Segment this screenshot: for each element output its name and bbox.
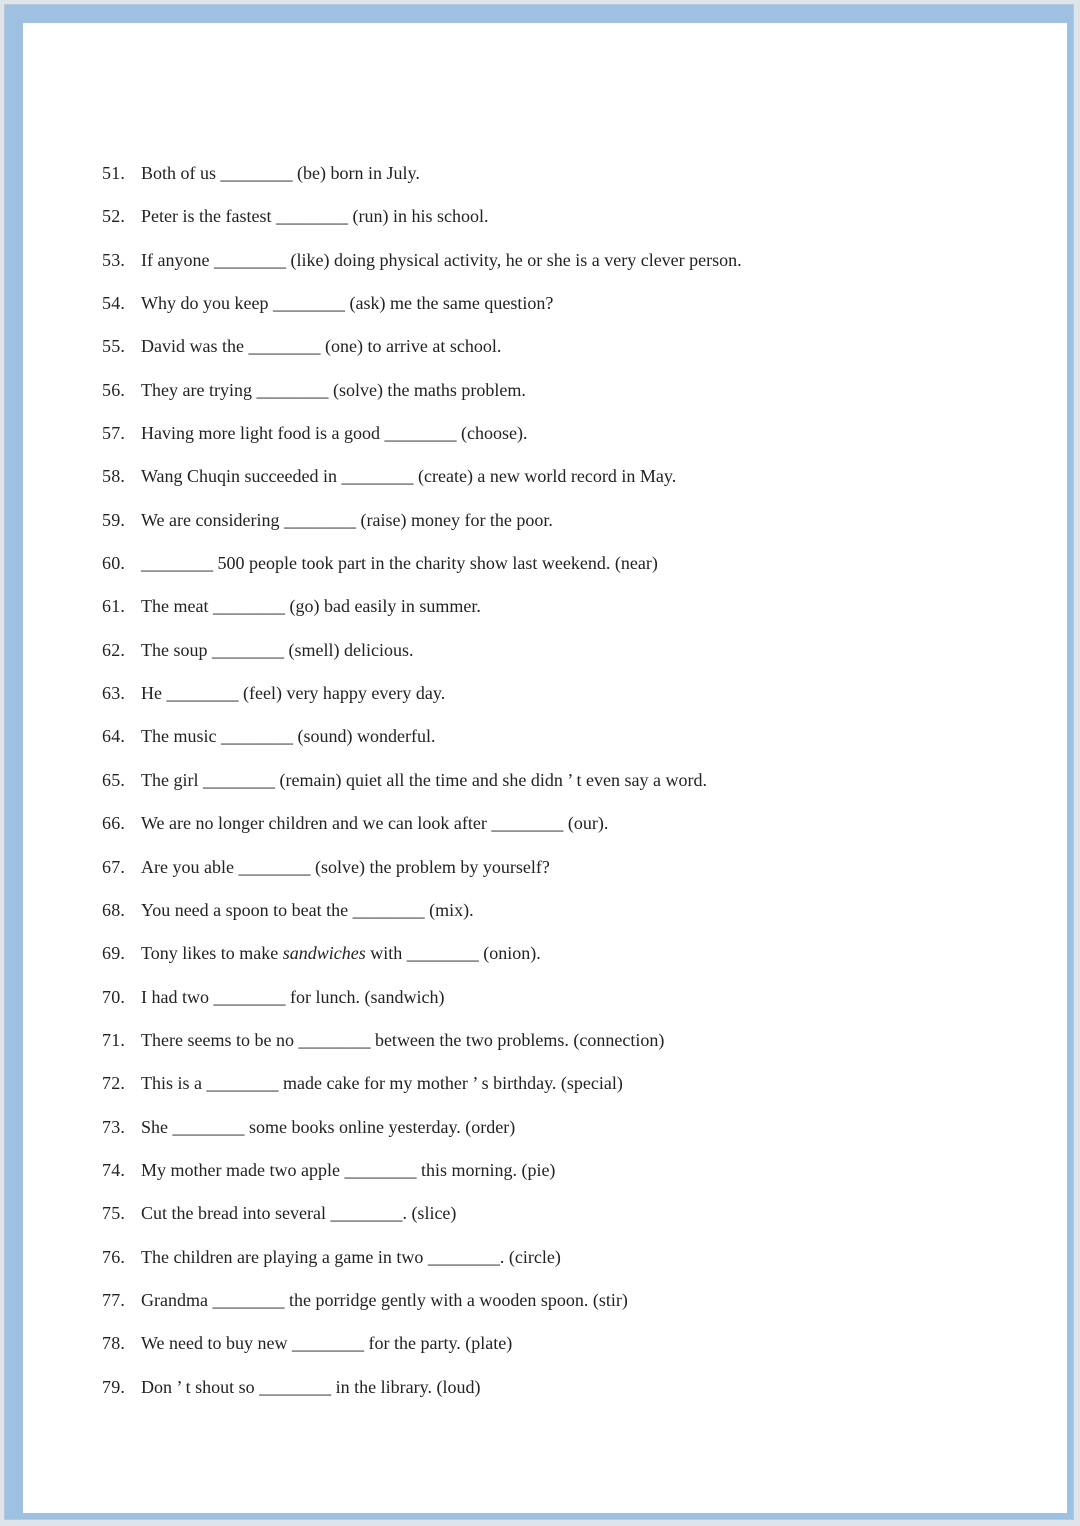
item-sentence: Peter is the fastest ________ (run) in his school. — [141, 206, 489, 227]
exercise-item-62 — [102, 636, 1042, 679]
exercise-list — [102, 159, 1042, 1416]
item-number: 54. — [102, 293, 126, 314]
item-sentence: David was the ________ (one) to arrive at school. — [141, 336, 502, 357]
exercise-item-76 — [102, 1243, 1042, 1286]
item-number: 70. — [102, 986, 126, 1007]
item-sentence — [141, 939, 541, 967]
exercise-item-75 — [102, 1199, 1042, 1242]
item-sentence: Cut the bread into several ________. (slice) — [141, 1203, 457, 1224]
item-sentence: ________ 500 people took part in the charity show last weekend. (near) — [141, 553, 658, 574]
exercise-item-53 — [102, 246, 1042, 289]
item-sentence: There seems to be no ________ between the two problems. (connection) — [141, 1029, 665, 1050]
exercise-item-69 — [102, 939, 1042, 982]
item-number: 60. — [102, 553, 126, 574]
exercise-item-64 — [102, 722, 1042, 765]
exercise-item-57 — [102, 419, 1042, 462]
exercise-item-78 — [102, 1329, 1042, 1372]
item-number: 71. — [102, 1029, 126, 1050]
item-number: 78. — [102, 1333, 126, 1354]
item-sentence: My mother made two apple ________ this morning. (pie) — [141, 1159, 556, 1180]
italic-word: sandwiches — [282, 943, 366, 964]
item-number: 68. — [102, 899, 126, 920]
item-sentence: Are you able ________ (solve) the problem by yourself? — [141, 856, 550, 877]
exercise-item-66 — [102, 809, 1042, 852]
item-sentence: Having more light food is a good ________ (choose). — [141, 423, 528, 444]
item-number: 67. — [102, 856, 126, 877]
sentence-part: with ________ (onion). — [365, 943, 541, 964]
exercise-item-70 — [102, 983, 1042, 1026]
worksheet-page — [23, 23, 1067, 1513]
item-sentence: He ________ (feel) very happy every day. — [141, 683, 446, 704]
item-number: 59. — [102, 509, 126, 530]
exercise-item-51 — [102, 159, 1042, 202]
exercise-item-52 — [102, 202, 1042, 245]
item-sentence: We are no longer children and we can look after ________ (our). — [141, 813, 609, 834]
item-sentence: The meat ________ (go) bad easily in summer. — [141, 596, 481, 617]
item-sentence: Grandma ________ the porridge gently with a wooden spoon. (stir) — [141, 1289, 628, 1310]
exercise-item-77 — [102, 1286, 1042, 1329]
exercise-item-68 — [102, 896, 1042, 939]
item-sentence: The soup ________ (smell) delicious. — [141, 639, 414, 660]
item-sentence: They are trying ________ (solve) the maths problem. — [141, 379, 526, 400]
item-sentence: You need a spoon to beat the ________ (mix). — [141, 899, 474, 920]
item-number: 51. — [102, 163, 126, 183]
item-number: 69. — [102, 943, 126, 964]
item-sentence: The girl ________ (remain) quiet all the time and she didn ’ t even say a word. — [141, 769, 708, 790]
item-number: 62. — [102, 639, 126, 660]
item-sentence: I had two ________ for lunch. (sandwich) — [141, 986, 445, 1007]
sentence-part: Tony likes to make — [141, 943, 283, 964]
exercise-item-71 — [102, 1026, 1042, 1069]
exercise-item-54 — [102, 289, 1042, 332]
exercise-item-74 — [102, 1156, 1042, 1199]
exercise-item-56 — [102, 376, 1042, 419]
exercise-item-59 — [102, 506, 1042, 549]
item-sentence: We need to buy new ________ for the party. (plate) — [141, 1333, 513, 1354]
item-sentence: We are considering ________ (raise) money for the poor. — [141, 509, 553, 530]
item-number: 73. — [102, 1116, 126, 1137]
exercise-item-63 — [102, 679, 1042, 722]
item-sentence: Why do you keep ________ (ask) me the same question? — [141, 293, 554, 314]
item-sentence: If anyone ________ (like) doing physical activity, he or she is a very clever person. — [141, 249, 742, 270]
exercise-item-55 — [102, 332, 1042, 375]
item-sentence: Both of us ________ (be) born in July. — [141, 163, 420, 183]
item-number: 72. — [102, 1073, 126, 1094]
item-number: 77. — [102, 1289, 126, 1310]
item-sentence: The children are playing a game in two ________. (circle) — [141, 1246, 561, 1267]
exercise-item-67 — [102, 853, 1042, 896]
exercise-item-72 — [102, 1069, 1042, 1112]
item-number: 79. — [102, 1376, 126, 1397]
item-number: 74. — [102, 1159, 126, 1180]
item-number: 57. — [102, 423, 126, 444]
exercise-item-58 — [102, 462, 1042, 505]
item-number: 65. — [102, 769, 126, 790]
item-number: 52. — [102, 206, 126, 227]
item-number: 61. — [102, 596, 126, 617]
item-number: 58. — [102, 466, 126, 487]
item-sentence: Don ’ t shout so ________ in the library. (loud) — [141, 1376, 481, 1397]
item-number: 64. — [102, 726, 126, 747]
item-number: 75. — [102, 1203, 126, 1224]
item-number: 63. — [102, 683, 126, 704]
item-number: 53. — [102, 249, 126, 270]
exercise-item-79 — [102, 1373, 1042, 1416]
exercise-item-73 — [102, 1113, 1042, 1156]
item-sentence: This is a ________ made cake for my mother ’ s birthday. (special) — [141, 1073, 623, 1094]
exercise-item-61 — [102, 592, 1042, 635]
item-number: 56. — [102, 379, 126, 400]
page-border — [4, 4, 1074, 1520]
item-number: 76. — [102, 1246, 126, 1267]
item-number: 66. — [102, 813, 126, 834]
item-sentence: The music ________ (sound) wonderful. — [141, 726, 436, 747]
item-sentence: Wang Chuqin succeeded in ________ (create) a new world record in May. — [141, 466, 677, 487]
item-sentence: She ________ some books online yesterday. (order) — [141, 1116, 516, 1137]
exercise-item-60 — [102, 549, 1042, 592]
item-number: 55. — [102, 336, 126, 357]
exercise-item-65 — [102, 766, 1042, 809]
